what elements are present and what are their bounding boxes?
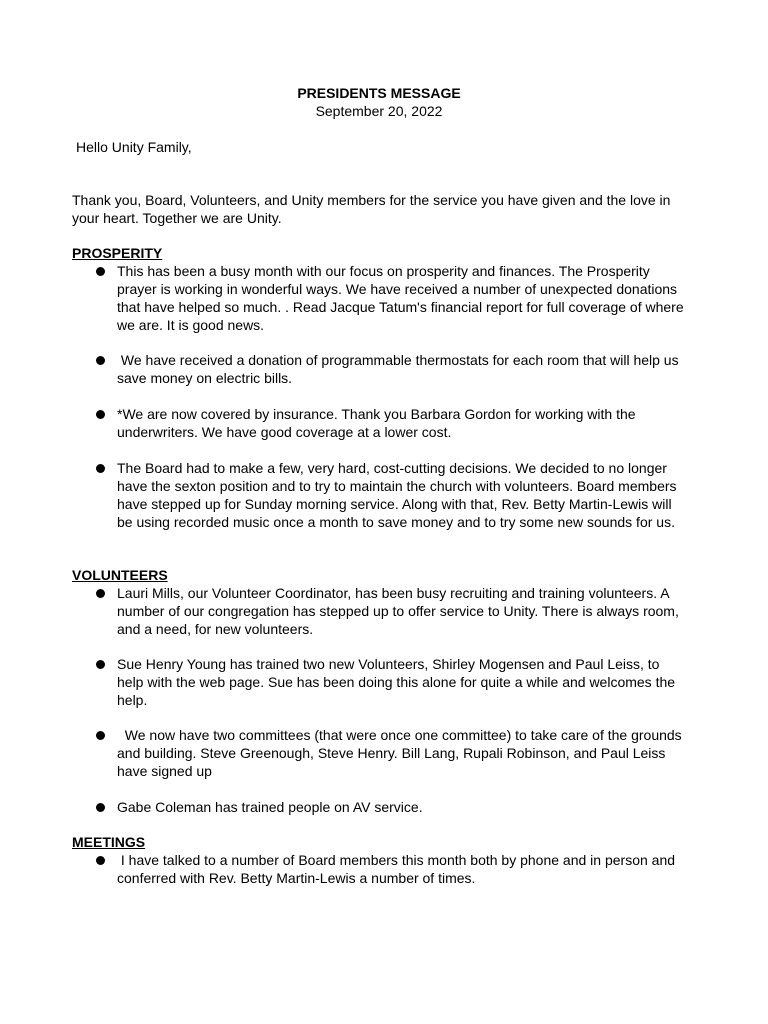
bullet-icon	[96, 803, 105, 812]
list-item-text: Lauri Mills, our Volunteer Coordinator, has been busy recruiting and training volunteers. A number of our congregation has stepped up to offer service to Unity. There is always room, and a need, for new volunteers.	[117, 585, 679, 637]
list-item-text: Gabe Coleman has trained people on AV service.	[117, 799, 423, 815]
list-item	[117, 351, 687, 387]
bullet-icon	[96, 856, 105, 865]
document-date: September 20, 2022	[315, 103, 443, 119]
document-title: PRESIDENTS MESSAGE	[297, 85, 461, 101]
list-item-text: We have received a donation of programmable thermostats for each room that will help us save money on electric bills.	[117, 352, 683, 386]
list-item	[117, 798, 687, 816]
list-item-text: Sue Henry Young has trained two new Volunteers, Shirley Mogensen and Paul Leiss, to help with the web page. Sue has been doing this alone for quite a while and welcomes the help.	[117, 656, 676, 708]
section-heading-volunteers: VOLUNTEERS	[72, 567, 168, 583]
bullet-icon	[96, 267, 105, 276]
intro-paragraph: Thank you, Board, Volunteers, and Unity members for the service you have given and the love in your heart. Together we are Unity.	[72, 192, 671, 226]
list-item-text: The Board had to make a few, very hard, cost-cutting decisions. We decided to no longer have the sexton position and to try to maintain the church with volunteers. Board members have stepped up for Sunday morning service. Along with that, Rev. Betty Martin-Lewis will be using recorded music once a month to save money and to try some new sounds for us.	[117, 460, 677, 530]
list-item	[117, 655, 687, 709]
list-item-text: I have talked to a number of Board members this month both by phone and in person and conferred with Rev. Betty Martin-Lewis a number of times.	[117, 852, 679, 886]
section-heading-prosperity: PROSPERITY	[72, 245, 163, 261]
list-item	[117, 726, 687, 780]
list-item-text: We now have two committees (that were once one committee) to take care of the grounds and building. Steve Greenough, Steve Henry. Bill Lang, Rupali Robinson, and Paul Leiss have signed up	[117, 727, 686, 779]
list-item-text: *We are now covered by insurance. Thank you Barbara Gordon for working with the underwriters. We have good coverage at a lower cost.	[117, 406, 636, 440]
bullet-icon	[96, 356, 105, 365]
bullet-icon	[96, 589, 105, 598]
list-item	[117, 851, 687, 887]
bullet-icon	[96, 410, 105, 419]
list-item-text: This has been a busy month with our focus on prosperity and finances. The Prosperity prayer is working in wonderful ways. We have received a number of unexpected donations that have helped so much. . Read Jacque Tatum's financial report for full coverage of where we are. It is good news.	[117, 263, 684, 333]
section-heading-meetings: MEETINGS	[72, 834, 146, 850]
greeting: Hello Unity Family,	[76, 139, 192, 155]
list-item	[117, 459, 687, 531]
list-item	[117, 584, 687, 638]
list-item	[117, 405, 687, 441]
bullet-icon	[96, 660, 105, 669]
list-item	[117, 262, 687, 334]
bullet-icon	[96, 731, 105, 740]
bullet-icon	[96, 464, 105, 473]
